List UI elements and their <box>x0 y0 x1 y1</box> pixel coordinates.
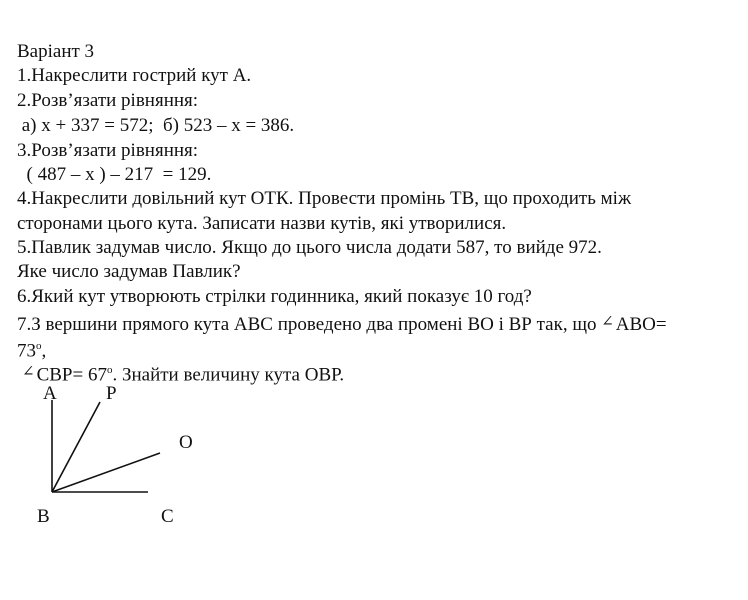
angle-icon: ∠ <box>601 314 614 330</box>
task-2-equations: а) х + 337 = 572; б) 523 – х = 386. <box>17 115 295 136</box>
task-6: 6.Який кут утворюють стрілки годинника, який показує 10 год? <box>17 286 532 307</box>
task-2-title: 2.Розв’язати рівняння: <box>17 90 199 111</box>
task-4-line-2: сторонами цього кута. Записати назви кутів, які утворилися. <box>17 213 507 234</box>
point-label-a: А <box>43 383 57 404</box>
point-label-o: О <box>179 432 193 453</box>
ray-bo <box>52 453 160 492</box>
degree-mark: о <box>106 364 113 376</box>
degree-mark: о <box>36 340 42 352</box>
task-4-line-1: 4.Накреслити довільний кут ОТК. Провести промінь ТВ, що проходить між <box>17 188 632 209</box>
task-3-equation: ( 487 – х ) – 217 = 129. <box>17 164 212 185</box>
point-label-p: Р <box>106 383 117 404</box>
variant-title: Варіант 3 <box>17 41 95 62</box>
task-7-abo-value: 73 <box>17 340 36 362</box>
task-7-abo: АВО= <box>615 314 667 335</box>
task-7-text: 7.З вершини прямого кута АВС проведено два промені ВО і ВР так, що <box>17 314 597 335</box>
task-7-cbp: СВР= 67 <box>36 364 107 386</box>
task-7-comma: , <box>41 340 47 362</box>
ray-bp <box>52 402 100 492</box>
task-5-line-2: Яке число задумав Павлик? <box>17 261 241 282</box>
task-5-line-1: 5.Павлик задумав число. Якщо до цього числа додати 587, то вийде 972. <box>17 237 602 258</box>
task-7-end: . Знайти величину кута ОВР. <box>112 364 345 386</box>
point-label-c: С <box>161 506 174 527</box>
task-3-title: 3.Розв’язати рівняння: <box>17 140 199 161</box>
point-label-b: В <box>37 506 50 527</box>
angle-icon: ∠ <box>22 364 35 381</box>
task-1: 1.Накреслити гострий кут А. <box>17 65 252 86</box>
